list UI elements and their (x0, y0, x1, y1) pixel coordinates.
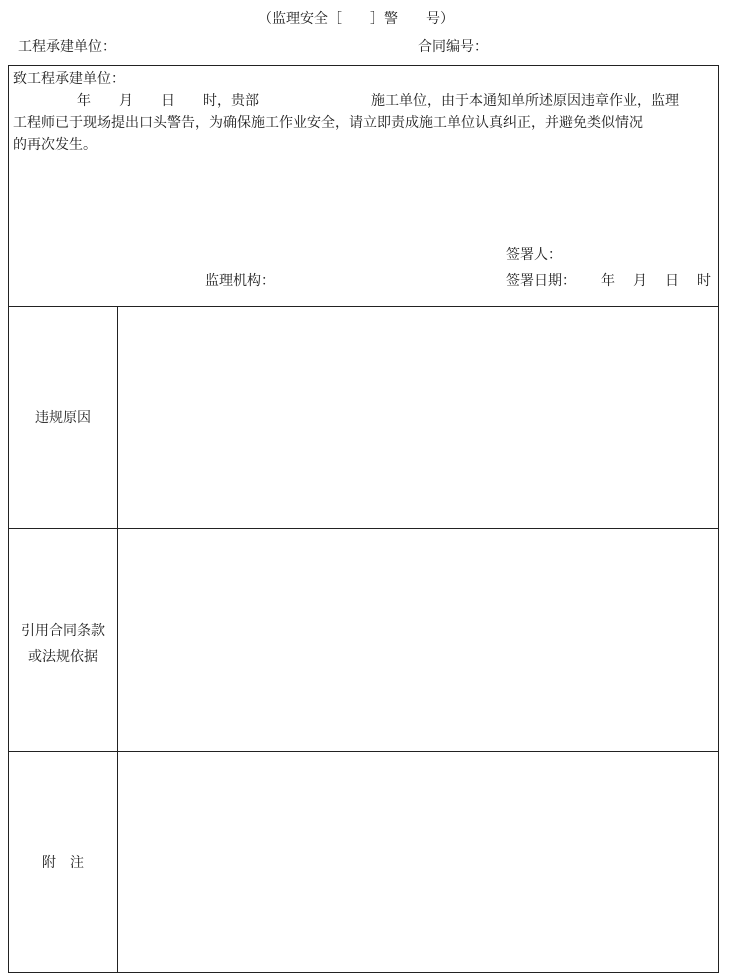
violation-reason-field[interactable] (118, 307, 718, 528)
contract-clause-label: 引用合同条款 或法规依据 (21, 623, 105, 665)
signing-date-label: 签署日期： (506, 273, 576, 289)
notice-text-line-1: 年 月 日 时，贵部 施工单位，由于本通知单所述原因违章作业，监理 (77, 93, 679, 109)
violation-reason-label: 违规原因 (35, 410, 91, 426)
contractor-label: 工程承建单位： (18, 39, 116, 55)
warning-notice-form (8, 65, 719, 973)
notice-text-line-2: 工程师已于现场提出口头警告，为确保施工作业安全，请立即责成施工单位认真纠正，并避免类似情况 (13, 115, 643, 131)
notice-text-line-3: 的再次发生。 (13, 137, 97, 153)
remarks-label: 附 注 (42, 855, 84, 871)
contract-number-label: 合同编号： (418, 39, 488, 55)
signer-label: 签署人： (506, 247, 562, 263)
contract-clause-field[interactable] (118, 529, 718, 751)
signing-date-units: 年 月 日 时 (601, 273, 713, 289)
remarks-field[interactable] (118, 752, 718, 973)
document-title: （监理安全［ ］警 号） (258, 11, 454, 27)
addressee-line: 致工程承建单位： (13, 71, 125, 87)
supervision-agency-label: 监理机构： (205, 273, 275, 289)
